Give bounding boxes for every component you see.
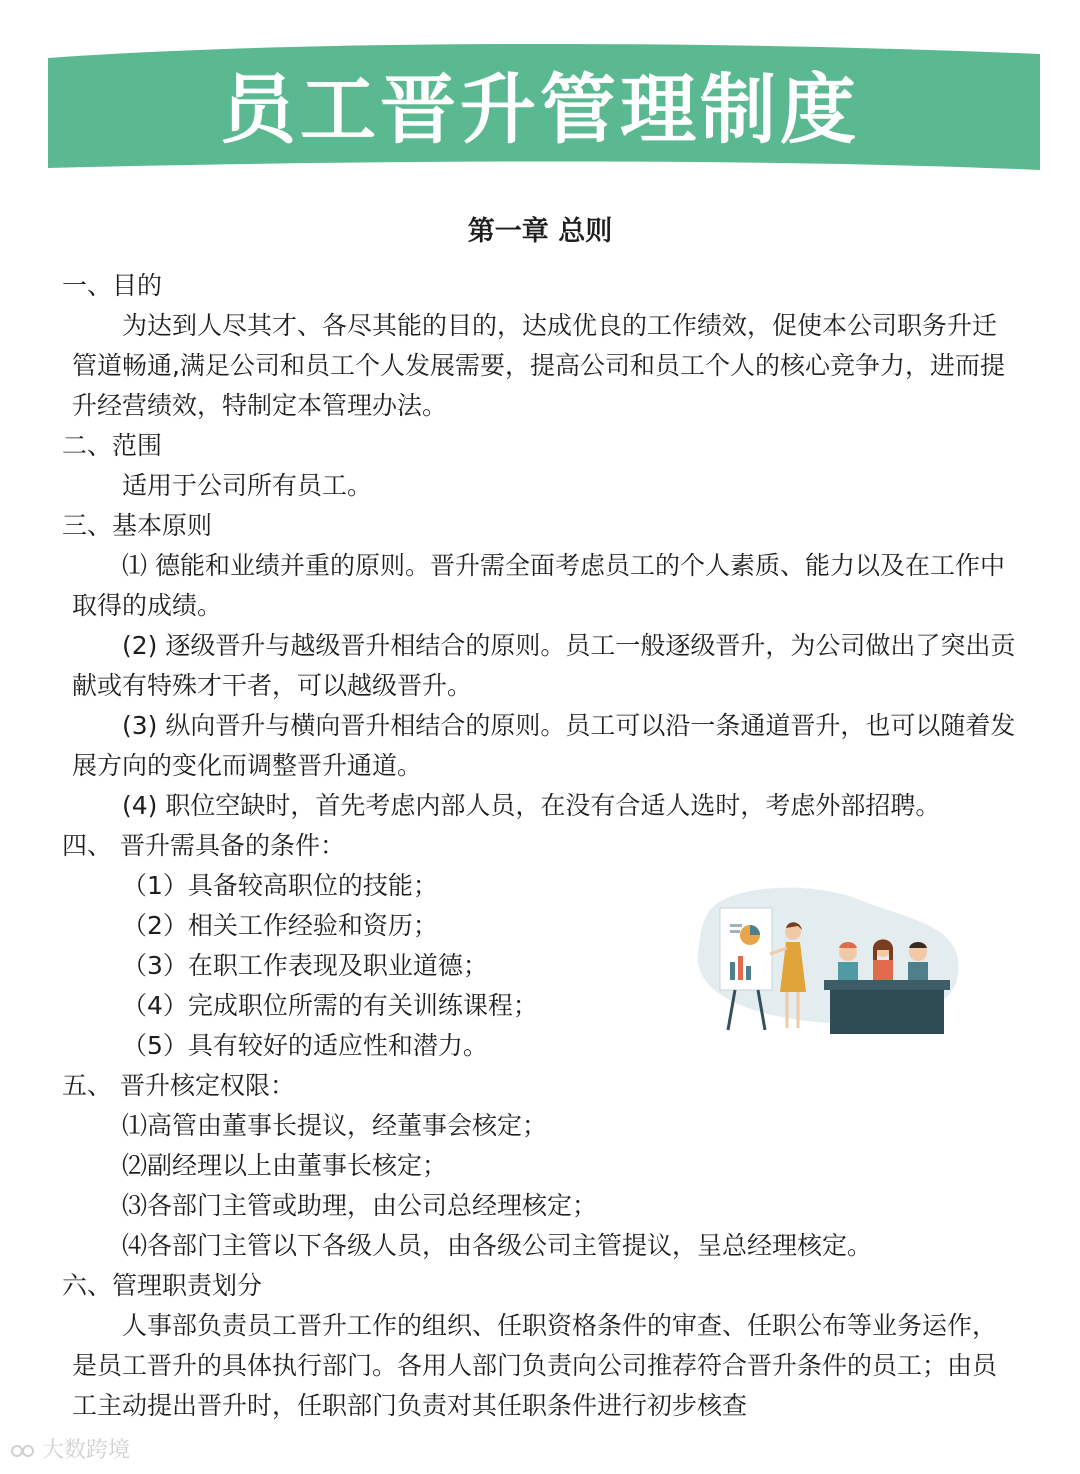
paragraph-line: 是员工晋升的具体执行部门。各用人部门负责向公司推荐符合晋升条件的员工；由员 [72, 1351, 998, 1380]
paragraph-line: (4) 职位空缺时，首先考虑内部人员，在没有合适人选时，考虑外部招聘。 [122, 791, 941, 820]
list-item: ⑷各部门主管以下各级人员，由各级公司主管提议，呈总经理核定。 [122, 1231, 873, 1260]
section-heading-principles: 三、基本原则 [62, 511, 213, 540]
paragraph-line: 取得的成绩。 [72, 591, 223, 620]
paragraph-line: 人事部负责员工晋升工作的组织、任职资格条件的审查、任职公布等业务运作， [122, 1311, 998, 1340]
section-heading-conditions: 四、 晋升需具备的条件： [62, 831, 345, 860]
section-heading-responsibilities: 六、管理职责划分 [62, 1271, 263, 1300]
paragraph-line: (2) 逐级晋升与越级晋升相结合的原则。员工一般逐级晋升，为公司做出了突出贡 [122, 631, 1016, 660]
paragraph-line: ⑴ 德能和业绩并重的原则。晋升需全面考虑员工的个人素质、能力以及在工作中 [122, 551, 1005, 580]
list-item: ⑵副经理以上由董事长核定； [122, 1151, 448, 1180]
list-item: ⑶各部门主管或助理，由公司总经理核定； [122, 1191, 598, 1220]
section-heading-scope: 二、范围 [62, 431, 163, 460]
meeting-illustration [690, 880, 970, 1044]
section-heading-authority: 五、 晋升核定权限： [62, 1071, 295, 1100]
list-item: ⑴高管由董事长提议，经董事会核定； [122, 1111, 548, 1140]
paragraph-line: 升经营绩效，特制定本管理办法。 [72, 391, 448, 420]
watermark [10, 1436, 130, 1466]
title-banner [0, 0, 1080, 200]
paragraph-line: 献或有特殊才干者，可以越级晋升。 [72, 671, 473, 700]
watermark-logo-icon [10, 1441, 36, 1461]
page-title: 员工晋升管理制度 [220, 65, 860, 154]
section-heading-purpose: 一、目的 [62, 271, 163, 300]
list-item: （4）完成职位所需的有关训练课程； [122, 991, 538, 1020]
list-item: （2）相关工作经验和资历； [122, 911, 438, 940]
paragraph-line: 适用于公司所有员工。 [122, 471, 373, 500]
paragraph-line: 展方向的变化而调整晋升通道。 [72, 751, 423, 780]
paragraph-line: 管道畅通,满足公司和员工个人发展需要，提高公司和员工个人的核心竞争力，进而提 [72, 351, 1005, 380]
list-item: （3）在职工作表现及职业道德； [122, 951, 488, 980]
paragraph-line: 为达到人尽其才、各尽其能的目的，达成优良的工作绩效，促使本公司职务升迁 [122, 311, 998, 340]
list-item: （5）具有较好的适应性和潜力。 [122, 1031, 488, 1060]
list-item: （1）具备较高职位的技能； [122, 871, 438, 900]
watermark-text: 大数跨境 [42, 1438, 131, 1463]
paragraph-line: (3) 纵向晋升与横向晋升相结合的原则。员工可以沿一条通道晋升，也可以随着发 [122, 711, 1016, 740]
paragraph-line: 工主动提出晋升时，任职部门负责对其任职条件进行初步核查 [72, 1391, 748, 1420]
chapter-heading: 第一章 总则 [467, 216, 613, 247]
